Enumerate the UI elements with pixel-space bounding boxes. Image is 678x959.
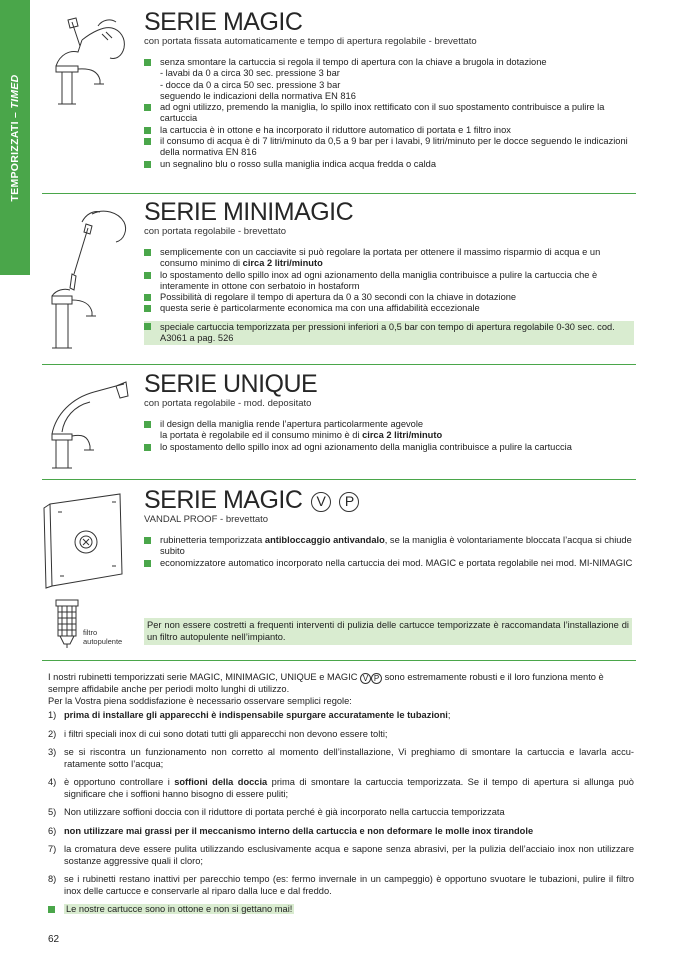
list-item: il consumo di acqua è di 7 litri/minuto da 0,5 a 9 bar per i lavabi, 9 litri/minuto per le docce seguendo le indicazioni della normativa EN 816 bbox=[144, 136, 634, 159]
rule-item: 2) i filtri speciali inox di cui sono dotati tutti gli apparecchi non devono essere tolti; bbox=[48, 728, 388, 739]
vandal-proof-panel-illustration bbox=[42, 490, 138, 590]
list-item: semplicemente con un cacciavite si può regolare la portata per ottenere il massimo risparmio di acqua e un consumo minimo di circa 2 litri/minuto bbox=[144, 247, 634, 270]
minimagic-subtitle: con portata regolabile - brevettato bbox=[144, 226, 287, 237]
section-minimagic bbox=[42, 200, 636, 360]
magic-vp-title: SERIE MAGIC V P bbox=[144, 488, 634, 513]
list-item: un segnalino blu o rosso sulla maniglia indica acqua fredda o calda bbox=[144, 159, 634, 170]
rule-item: 7) la cromatura deve essere pulita utilizzando esclusivamente acqua e sapone senza abrasivi, per la pulizia dell’acciaio inox non utilizzare sostanze aggressive quali il cloro; bbox=[48, 844, 634, 866]
minimagic-title: SERIE MINIMAGIC bbox=[144, 198, 354, 226]
rule-item: 4) è opportuno controllare i soffioni della doccia prima di smontare la cartuccia temporizzata. Se il tempo di apertura si allunga può significare che i soffioni hanno bisogno di essere puliti; bbox=[48, 777, 634, 799]
rule-item: 1) prima di installare gli apparecchi è indispensabile spurgare accuratamente le tubazioni; bbox=[48, 710, 451, 720]
rule-item: 8) se i rubinetti restano inattivi per parecchio tempo (es: fermo invernale in un campeggio) è opportuno svuotare le tubazioni, pulire il filtro inox delle cartucce e conservarle al riparo dalla luce e dal freddo. bbox=[48, 874, 634, 896]
minimagic-tap-illustration bbox=[42, 204, 138, 354]
section-unique bbox=[42, 372, 636, 472]
closing-statement: Le nostre cartucce sono in ottone e non si gettano mai! bbox=[48, 904, 634, 916]
unique-feature-list bbox=[144, 419, 634, 453]
unique-title: SERIE UNIQUE bbox=[144, 370, 318, 398]
vandal-badge: V bbox=[311, 492, 331, 512]
list-item: il design della maniglia rende l’apertura particolarmente agevole la portata è regolabile ed il consumo minimo è di circa 2 litri/minuto bbox=[144, 419, 634, 442]
minimagic-feature-list bbox=[144, 247, 634, 345]
section-divider bbox=[42, 660, 636, 661]
section-magic bbox=[42, 10, 636, 190]
rule-item: 3) se si riscontra un funzionamento non corretto al momento dell’installazione, Vi preghiamo di smontare la cartuccia e lavarla accu-ratamente sotto l’acqua; bbox=[48, 747, 634, 769]
filter-note: Per non essere costretti a frequenti interventi di pulizia delle cartucce temporizzate è raccomandata l’installazione di un filtro autopulente nell’impianto. bbox=[144, 618, 632, 645]
list-item: rubinetteria temporizzata antibloccaggio antivandalo, se la maniglia è volontariamente bloccata l’acqua si chiude subito bbox=[144, 535, 634, 558]
unique-subtitle: con portata regolabile - mod. depositato bbox=[144, 398, 312, 409]
list-item: lo spostamento dello spillo inox ad ogni azionamento della maniglia contribuisce a pulire la cartuccia bbox=[144, 442, 634, 453]
page-number: 62 bbox=[48, 934, 60, 945]
magic-title: SERIE MAGIC bbox=[144, 8, 303, 36]
filter-illustration bbox=[50, 598, 84, 650]
list-item: senza smontare la cartuccia si regola il tempo di apertura con la chiave a brugola in dotazione bbox=[144, 57, 634, 68]
proof-badge: P bbox=[339, 492, 359, 512]
list-item: Possibilità di regolare il tempo di apertura da 0 a 30 secondi con la chiave in dotazione bbox=[144, 292, 634, 303]
side-tab-label: TEMPORIZZATI – TIMED bbox=[9, 73, 21, 202]
section-magic-vandal-proof bbox=[42, 488, 636, 608]
filter-label: filtro autopulente bbox=[83, 628, 123, 646]
minimagic-highlight: speciale cartuccia temporizzata per pressioni inferiori a 0,5 bar con tempo di apertura regolabile 0-30 sec. cod. A3061 a pag. 526 bbox=[144, 321, 634, 346]
rules-list bbox=[48, 710, 634, 897]
magic-tap-illustration bbox=[42, 12, 138, 112]
list-item: questa serie è particolarmente economica ma con una affidabilità eccezionale bbox=[144, 303, 634, 314]
list-item: lo spostamento dello spillo inox ad ogni azionamento della maniglia contribuisce a pulire la cartuccia che è interamente in ottone con serbatoio in hostaform bbox=[144, 270, 634, 293]
section-divider bbox=[42, 364, 636, 365]
magic-feature-list bbox=[144, 57, 634, 170]
unique-tap-illustration bbox=[42, 374, 138, 474]
magic-vp-subtitle: VANDAL PROOF - brevettato bbox=[144, 514, 269, 525]
list-item: la cartuccia è in ottone e ha incorporato il riduttore automatico di portata e 1 filtro inox bbox=[144, 125, 634, 136]
intro-rules-lead: Per la Vostra piena soddisfazione è necessario osservare semplici regole: bbox=[48, 695, 352, 706]
section-divider bbox=[42, 479, 636, 480]
list-item: ad ogni utilizzo, premendo la maniglia, lo spillo inox rettificato con il suo spostamento contribuisce a pulire la cartuccia bbox=[144, 102, 634, 125]
magic-vp-feature-list bbox=[144, 535, 634, 569]
rule-item: 5) Non utilizzare soffioni doccia con il riduttore di portata perché è già incorporato nella cartuccia temporizzata bbox=[48, 807, 505, 817]
list-item: - lavabi da 0 a circa 30 sec. pressione 3 bar bbox=[160, 68, 340, 79]
rule-item: 6) non utilizzare mai grassi per il meccanismo interno della cartuccia e non deformare le molle inox tirandole bbox=[48, 825, 534, 836]
magic-subtitle: con portata fissata automaticamente e tempo di apertura regolabile - brevettato bbox=[144, 36, 477, 47]
usage-instructions bbox=[48, 672, 634, 916]
intro-paragraph: I nostri rubinetti temporizzati serie MAGIC, MINIMAGIC, UNIQUE e MAGIC V P sono estremamente robusti e il loro funziona mento è sempre affidabile anche per periodi molto lunghi di utilizzo. bbox=[48, 672, 604, 694]
list-item: economizzatore automatico incorporato nella cartuccia dei mod. MAGIC e portata regolabile nei mod. MI-NIMAGIC bbox=[144, 558, 634, 569]
section-divider bbox=[42, 193, 636, 194]
side-tab bbox=[0, 0, 30, 275]
list-item: - docce da 0 a circa 50 sec. pressione 3 bar bbox=[160, 79, 341, 90]
list-item: seguendo le indicazioni della normativa EN 816 bbox=[160, 90, 356, 101]
